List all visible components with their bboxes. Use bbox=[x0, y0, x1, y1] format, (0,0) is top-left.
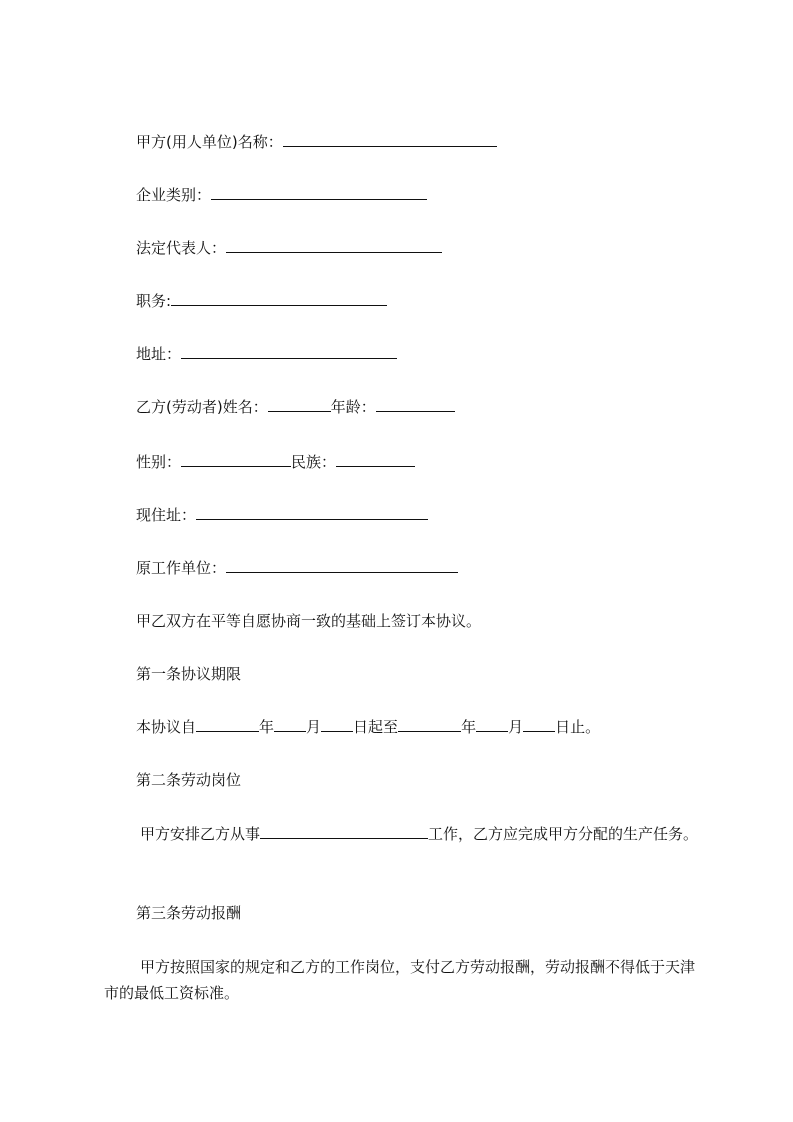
enterprise-type-blank[interactable] bbox=[211, 185, 427, 200]
address-line bbox=[136, 344, 397, 364]
end-month-blank[interactable] bbox=[476, 717, 508, 732]
ethnicity-blank[interactable] bbox=[336, 452, 415, 467]
article2-prefix: 甲方安排乙方从事 bbox=[140, 825, 261, 843]
end-month-label: 月 bbox=[508, 718, 524, 736]
gender-label: 性别： bbox=[136, 453, 182, 471]
worker-name-blank[interactable] bbox=[268, 397, 331, 412]
start-year-blank[interactable] bbox=[196, 717, 259, 732]
article1-prefix: 本协议自 bbox=[136, 718, 197, 736]
end-day-blank[interactable] bbox=[523, 717, 555, 732]
previous-employer-blank[interactable] bbox=[226, 558, 458, 573]
legal-rep-label: 法定代表人： bbox=[136, 239, 227, 257]
enterprise-type-line bbox=[136, 185, 427, 205]
age-label: 年龄： bbox=[330, 398, 376, 416]
intro-text: 甲乙双方在平等自愿协商一致的基础上签订本协议。 bbox=[136, 612, 482, 630]
end-year-label: 年 bbox=[461, 718, 477, 736]
job-blank[interactable] bbox=[260, 824, 428, 839]
position-label: 职务: bbox=[136, 292, 172, 310]
employer-name-label: 甲方(用人单位)名称： bbox=[136, 133, 283, 151]
start-month-label: 月 bbox=[306, 718, 322, 736]
employer-name-blank[interactable] bbox=[283, 132, 497, 147]
worker-name-label: 乙方(劳动者)姓名： bbox=[136, 398, 268, 416]
end-day-label: 日止。 bbox=[555, 718, 601, 736]
article3-text: 甲方按照国家的规定和乙方的工作岗位，支付乙方劳动报酬，劳动报酬不得低于天津市的最低工资标准。 bbox=[104, 958, 696, 1002]
legal-rep-line bbox=[136, 238, 442, 258]
start-year-label: 年 bbox=[259, 718, 275, 736]
position-line bbox=[136, 291, 387, 311]
article1-heading: 第一条协议期限 bbox=[136, 665, 242, 683]
address-label: 地址： bbox=[136, 345, 182, 363]
start-day-label: 日起至 bbox=[353, 718, 399, 736]
address-blank[interactable] bbox=[181, 344, 397, 359]
ethnicity-label: 民族： bbox=[291, 453, 337, 471]
article1-text bbox=[136, 717, 600, 737]
legal-rep-blank[interactable] bbox=[226, 238, 442, 253]
previous-employer-line bbox=[136, 558, 458, 578]
position-blank[interactable] bbox=[171, 291, 387, 306]
article2-suffix: 工作，乙方应完成甲方分配的生产任务。 bbox=[428, 825, 699, 843]
gender-blank[interactable] bbox=[181, 452, 291, 467]
end-year-blank[interactable] bbox=[398, 717, 461, 732]
article2-heading: 第二条劳动岗位 bbox=[136, 771, 242, 789]
start-month-blank[interactable] bbox=[274, 717, 306, 732]
worker-name-line bbox=[136, 397, 455, 417]
gender-line bbox=[136, 452, 415, 472]
current-address-label: 现住址： bbox=[136, 506, 197, 524]
article2-text bbox=[104, 821, 704, 847]
current-address-line bbox=[136, 505, 428, 525]
age-blank[interactable] bbox=[376, 397, 455, 412]
current-address-blank[interactable] bbox=[196, 505, 428, 520]
employer-name-line bbox=[136, 132, 497, 152]
article3-heading: 第三条劳动报酬 bbox=[136, 904, 242, 922]
previous-employer-label: 原工作单位： bbox=[136, 559, 227, 577]
start-day-blank[interactable] bbox=[321, 717, 353, 732]
enterprise-type-label: 企业类别： bbox=[136, 186, 212, 204]
